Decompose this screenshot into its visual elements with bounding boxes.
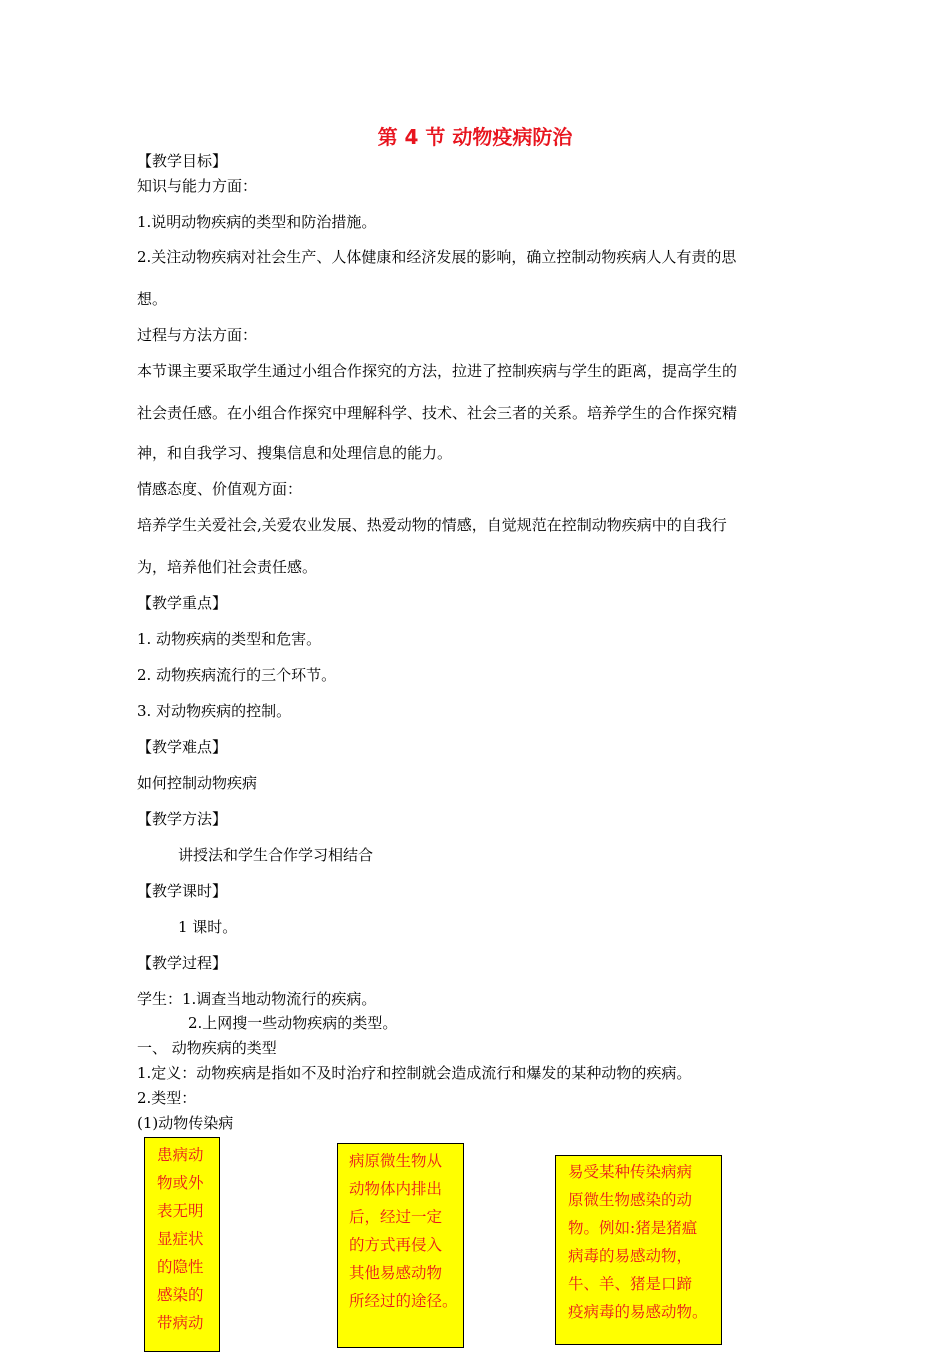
page-title: 第 4 节 动物疫病防治 — [377, 125, 573, 149]
paragraph-line: 社会责任感。在小组合作探究中理解科学、技术、社会三者的关系。培养学生的合作探究精 — [137, 404, 738, 422]
box-line: 显症状 — [157, 1230, 204, 1248]
paragraph-line: 如何控制动物疾病 — [137, 774, 258, 792]
transmission-route-box — [337, 1143, 464, 1348]
heading-key-points: 【教学重点】 — [137, 594, 228, 612]
box-line: 牛、羊、猪是口蹄 — [568, 1275, 693, 1293]
paragraph-line: 本节课主要采取学生通过小组合作探究的方法，拉进了控制疾病与学生的距离，提高学生的 — [137, 362, 738, 380]
paragraph-line: 想。 — [137, 290, 168, 308]
list-item: 2. 动物疾病流行的三个环节。 — [137, 666, 337, 684]
paragraph-line: 神，和自我学习、搜集信息和处理信息的能力。 — [137, 444, 453, 462]
section-heading: 一、 动物疾病的类型 — [137, 1039, 277, 1057]
box-line: 所经过的途径。 — [349, 1292, 458, 1310]
box-line: 物。例如:猪是猪瘟 — [568, 1219, 698, 1237]
heading-class-hours: 【教学课时】 — [137, 882, 228, 900]
box-line: 其他易感动物 — [349, 1264, 443, 1282]
box-line: 带病动 — [157, 1314, 204, 1332]
box-line: 动物体内排出 — [349, 1180, 443, 1198]
box-line: 病毒的易感动物， — [568, 1247, 693, 1265]
box-line: 物或外 — [157, 1174, 204, 1192]
paragraph-line: 学生：1.调查当地动物流行的疾病。 — [137, 990, 377, 1008]
paragraph-line: 1 课时。 — [178, 918, 238, 936]
box-line: 病原微生物从 — [349, 1152, 443, 1170]
paragraph-line: (1)动物传染病 — [137, 1114, 234, 1132]
heading-difficulties: 【教学难点】 — [137, 738, 228, 756]
subheading-attitude: 情感态度、价值观方面： — [137, 480, 303, 498]
heading-methods: 【教学方法】 — [137, 810, 228, 828]
susceptible-animals-box — [555, 1155, 722, 1345]
box-line: 的隐性 — [157, 1258, 204, 1276]
box-line: 感染的 — [157, 1286, 204, 1304]
box-line: 后，经过一定 — [349, 1208, 443, 1226]
subheading-process: 过程与方法方面： — [137, 326, 258, 344]
paragraph-line: 1.说明动物疾病的类型和防治措施。 — [137, 213, 377, 231]
subheading-knowledge: 知识与能力方面： — [137, 177, 258, 195]
paragraph-line: 2.上网搜一些动物疾病的类型。 — [188, 1014, 398, 1032]
paragraph-line: 为，培养他们社会责任感。 — [137, 558, 318, 576]
heading-objectives: 【教学目标】 — [137, 152, 228, 170]
box-line: 疫病毒的易感动物。 — [568, 1303, 708, 1321]
list-item: 1. 动物疾病的类型和危害。 — [137, 630, 322, 648]
heading-process: 【教学过程】 — [137, 954, 228, 972]
box-line: 表无明 — [157, 1202, 204, 1220]
box-line: 患病动 — [157, 1146, 204, 1164]
paragraph-line: 1.定义：动物疾病是指如不及时治疗和控制就会造成流行和爆发的某种动物的疾病。 — [137, 1064, 692, 1082]
paragraph-line: 讲授法和学生合作学习相结合 — [178, 846, 374, 864]
box-line: 易受某种传染病病 — [568, 1163, 693, 1181]
infection-source-box — [144, 1137, 220, 1352]
box-line: 的方式再侵入 — [349, 1236, 443, 1254]
paragraph-line: 培养学生关爱社会,关爱农业发展、热爱动物的情感，自觉规范在控制动物疾病中的自我行 — [137, 516, 727, 534]
paragraph-line: 2.类型： — [137, 1089, 197, 1107]
paragraph-line: 2.关注动物疾病对社会生产、人体健康和经济发展的影响，确立控制动物疾病人人有责的思 — [137, 248, 737, 266]
list-item: 3. 对动物疾病的控制。 — [137, 702, 292, 720]
box-line: 原微生物感染的动 — [568, 1191, 693, 1209]
